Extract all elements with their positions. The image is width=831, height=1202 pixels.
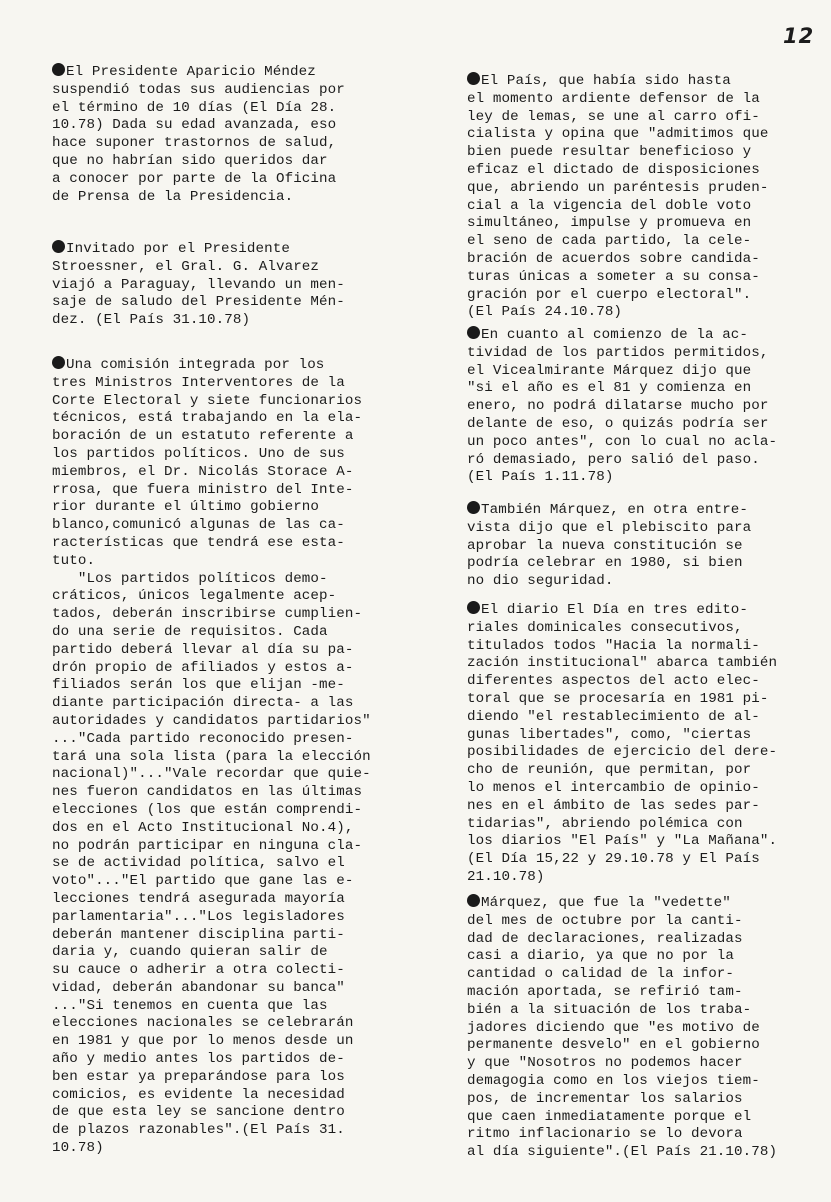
text-line xyxy=(467,198,769,216)
line-text: tuto. xyxy=(52,552,96,569)
text-line xyxy=(467,931,777,949)
text-line xyxy=(52,749,371,767)
bullet-icon xyxy=(467,601,480,614)
line-text: ró demasiado, pero salió del paso. xyxy=(467,451,760,468)
line-text: parlamentaria"..."Los legisladores xyxy=(52,908,345,925)
news-item xyxy=(52,240,345,330)
bullet-icon xyxy=(467,894,480,907)
text-line xyxy=(467,620,777,638)
line-text: cialista y opina que "admitimos que xyxy=(467,126,769,143)
line-text: que no habrían sido queridos dar xyxy=(52,152,328,169)
text-line xyxy=(52,677,371,695)
text-line xyxy=(467,380,777,398)
text-line xyxy=(52,259,345,277)
line-text: jadores diciendo que "es motivo de xyxy=(467,1019,760,1036)
line-text: no dio seguridad. xyxy=(467,573,614,590)
line-text: deberán mantener disciplina parti- xyxy=(52,926,345,943)
line-text: permanente desvelo" en el gobierno xyxy=(467,1037,760,1054)
text-line xyxy=(52,731,371,749)
text-line xyxy=(467,601,777,620)
text-line xyxy=(52,802,371,820)
text-line xyxy=(52,1015,371,1033)
line-text: partido deberá llevar al día su pa- xyxy=(52,641,354,658)
text-line xyxy=(52,891,371,909)
text-line xyxy=(467,126,769,144)
text-line xyxy=(467,398,777,416)
line-text: vista dijo que el plebiscito para xyxy=(467,519,752,536)
news-item xyxy=(467,894,777,1162)
text-line xyxy=(467,833,777,851)
text-line xyxy=(52,624,371,642)
text-line xyxy=(467,744,777,762)
text-line xyxy=(52,944,371,962)
text-line xyxy=(467,416,777,434)
text-line xyxy=(52,642,371,660)
text-line xyxy=(467,1002,777,1020)
text-line xyxy=(467,555,751,573)
line-text: zación institucional" abarca también xyxy=(467,655,778,672)
text-line xyxy=(467,1055,777,1073)
line-text: gración por el cuerpo electoral". xyxy=(467,286,752,303)
text-line xyxy=(52,375,371,393)
line-text: viajó a Paraguay, llevando un men- xyxy=(52,276,345,293)
text-line xyxy=(467,869,777,887)
text-line xyxy=(467,762,777,780)
text-line xyxy=(467,1126,777,1144)
text-line xyxy=(52,998,371,1016)
line-text: (El Día 15,22 y 29.10.78 y El País xyxy=(467,851,760,868)
text-line xyxy=(467,72,769,91)
bullet-icon xyxy=(52,356,65,369)
text-line xyxy=(52,535,371,553)
line-text: y que "Nosotros no podemos hacer xyxy=(467,1055,743,1072)
line-text: los diarios "El País" y "La Mañana". xyxy=(467,833,778,850)
text-line xyxy=(52,588,371,606)
line-text: un poco antes", con lo cual no acla- xyxy=(467,433,778,450)
text-line xyxy=(52,1122,371,1140)
line-text: el seno de cada partido, la cele- xyxy=(467,233,752,250)
line-text: diendo "el restablecimiento de al- xyxy=(467,708,760,725)
text-line xyxy=(52,464,371,482)
line-text: toral que se procesaría en 1981 pi- xyxy=(467,690,769,707)
line-text: ben estar ya preparándose para los xyxy=(52,1068,345,1085)
line-text: podría celebrar en 1980, si bien xyxy=(467,555,743,572)
line-text: los partidos políticos. Uno de sus xyxy=(52,445,345,462)
line-text: bién a la situación de los traba- xyxy=(467,1001,752,1018)
text-line xyxy=(52,1104,371,1122)
line-text: autoridades y candidatos partidarios" xyxy=(52,712,371,729)
line-text: miembros, el Dr. Nicolás Storace A- xyxy=(52,463,354,480)
line-text: el Vicealmirante Márquez dijo que xyxy=(467,362,752,379)
line-text: bración de acuerdos sobre candida- xyxy=(467,250,760,267)
line-text: daria y, cuando quieran salir de xyxy=(52,944,328,961)
text-line xyxy=(52,873,371,891)
text-line xyxy=(52,1087,371,1105)
line-text: se de actividad política, salvo el xyxy=(52,855,345,872)
line-text: boración de un estatuto referente a xyxy=(52,428,354,445)
text-line xyxy=(52,410,371,428)
line-text: Invitado por el Presidente xyxy=(66,241,290,257)
line-text: de que esta ley se sancione dentro xyxy=(52,1104,345,1121)
text-line xyxy=(52,153,345,171)
text-line xyxy=(467,966,777,984)
text-line xyxy=(467,452,777,470)
line-text: En cuanto al comienzo de la ac- xyxy=(481,327,749,343)
line-text: El País, que había sido hasta xyxy=(481,73,731,89)
line-text: elecciones nacionales se celebrarán xyxy=(52,1015,354,1032)
text-line xyxy=(467,251,769,269)
text-line xyxy=(467,520,751,538)
line-text: que, abriendo un paréntesis pruden- xyxy=(467,179,769,196)
text-line xyxy=(467,638,777,656)
text-line xyxy=(52,100,345,118)
text-line xyxy=(52,553,371,571)
line-text: tres Ministros Interventores de la xyxy=(52,374,345,391)
line-text: demagogia como en los viejos tiem- xyxy=(467,1072,760,1089)
text-line xyxy=(52,117,345,135)
line-text: cho de reunión, que permitan, por xyxy=(467,762,752,779)
text-line xyxy=(467,538,751,556)
line-text: cial a la vigencia del doble voto xyxy=(467,197,752,214)
text-line xyxy=(467,434,777,452)
line-text: a conocer por parte de la Oficina xyxy=(52,170,337,187)
text-line xyxy=(52,393,371,411)
line-text: rior durante el último gobierno xyxy=(52,499,320,516)
text-line xyxy=(52,63,345,82)
text-line xyxy=(467,948,777,966)
text-line xyxy=(52,980,371,998)
line-text: ritmo inflacionario se lo devora xyxy=(467,1126,743,1143)
text-line xyxy=(52,294,345,312)
text-line xyxy=(52,240,345,259)
text-line xyxy=(52,766,371,784)
text-line xyxy=(467,1037,777,1055)
text-line xyxy=(52,312,345,330)
line-text: de plazos razonables".(El País 31. xyxy=(52,1122,345,1139)
line-text: ..."Cada partido reconocido presen- xyxy=(52,730,354,747)
line-text: dad de declaraciones, realizadas xyxy=(467,930,743,947)
line-text: cantidad o calidad de la infor- xyxy=(467,966,735,983)
line-text: en 1981 y que por lo menos desde un xyxy=(52,1033,354,1050)
line-text: elecciones (los que están comprendi- xyxy=(52,801,363,818)
text-line xyxy=(467,345,777,363)
text-line xyxy=(52,820,371,838)
text-line xyxy=(52,784,371,802)
text-line xyxy=(467,304,769,322)
line-text: no podrán participar en ninguna cla- xyxy=(52,837,363,854)
line-text: simultáneo, impulse y promueva en xyxy=(467,215,752,232)
line-text: Una comisión integrada por los xyxy=(66,357,325,373)
text-line xyxy=(52,171,345,189)
line-text: El diario El Día en tres edito- xyxy=(481,602,749,618)
line-text: titulados todos "Hacia la normali- xyxy=(467,637,760,654)
bullet-icon xyxy=(52,240,65,253)
line-text: blanco,comunicó algunas de las ca- xyxy=(52,517,345,534)
line-text: do una serie de requisitos. Cada xyxy=(52,623,328,640)
line-text: "Los partidos políticos demo- xyxy=(52,570,328,587)
text-line xyxy=(52,82,345,100)
news-item xyxy=(467,601,777,887)
line-text: tividad de los partidos permitidos, xyxy=(467,344,769,361)
line-text: comicios, es evidente la necesidad xyxy=(52,1086,345,1103)
news-item xyxy=(52,63,345,206)
line-text: rrosa, que fuera ministro del Inte- xyxy=(52,481,354,498)
text-line xyxy=(52,1069,371,1087)
text-line xyxy=(52,189,345,207)
text-line xyxy=(52,499,371,517)
line-text: "si el año es el 81 y comienza en xyxy=(467,380,752,397)
text-line xyxy=(467,709,777,727)
text-line xyxy=(52,571,371,589)
text-line xyxy=(467,144,769,162)
news-item xyxy=(52,356,371,1158)
line-text: enero, no podrá dilatarse mucho por xyxy=(467,398,769,415)
text-line xyxy=(467,233,769,251)
text-line xyxy=(467,894,777,913)
text-line xyxy=(467,363,777,381)
line-text: técnicos, está trabajando en la ela- xyxy=(52,410,363,427)
line-text: nes fueron candidatos en las últimas xyxy=(52,784,363,801)
line-text: 10.78) xyxy=(52,1140,104,1157)
line-text: Corte Electoral y siete funcionarios xyxy=(52,392,363,409)
line-text: 21.10.78) xyxy=(467,868,545,885)
line-text: nacional)"..."Vale recordar que quie- xyxy=(52,766,371,783)
news-item xyxy=(467,72,769,322)
line-text: drón propio de afiliados y estos a- xyxy=(52,659,354,676)
text-line xyxy=(52,909,371,927)
text-line xyxy=(467,109,769,127)
text-line xyxy=(52,1051,371,1069)
text-line xyxy=(467,269,769,287)
text-line xyxy=(52,446,371,464)
line-text: posibilidades de ejercicio del dere- xyxy=(467,744,778,761)
news-item xyxy=(467,326,777,487)
line-text: voto"..."El partido que gane las e- xyxy=(52,873,354,890)
line-text: pos, de incrementar los salarios xyxy=(467,1090,743,1107)
text-line xyxy=(467,727,777,745)
text-line xyxy=(467,851,777,869)
text-line xyxy=(52,606,371,624)
line-text: racterísticas que tendrá ese esta- xyxy=(52,534,345,551)
text-line xyxy=(467,780,777,798)
line-text: saje de saludo del Presidente Mén- xyxy=(52,294,345,311)
line-text: filiados serán los que elijan -me- xyxy=(52,677,345,694)
text-line xyxy=(467,573,751,591)
text-line xyxy=(467,162,769,180)
text-line xyxy=(467,91,769,109)
line-text: suspendió todas sus audiencias por xyxy=(52,81,345,98)
text-line xyxy=(52,517,371,535)
line-text: También Márquez, en otra entre- xyxy=(481,502,749,518)
text-line xyxy=(467,691,777,709)
line-text: (El País 1.11.78) xyxy=(467,469,614,486)
line-text: Stroessner, el Gral. G. Alvarez xyxy=(52,258,320,275)
bullet-icon xyxy=(52,63,65,76)
line-text: casi a diario, ya que no por la xyxy=(467,948,735,965)
line-text: lo menos el intercambio de opinio- xyxy=(467,779,760,796)
line-text: turas únicas a someter a su consa- xyxy=(467,268,760,285)
line-text: su cauce o adherir a otra colecti- xyxy=(52,962,345,979)
text-line xyxy=(467,180,769,198)
text-line xyxy=(52,962,371,980)
line-text: bien puede resultar beneficioso y xyxy=(467,144,752,161)
line-text: tidarias", abriendo polémica con xyxy=(467,815,743,832)
text-line xyxy=(52,1033,371,1051)
line-text: mación aportada, se refirió tam- xyxy=(467,983,743,1000)
line-text: delante de eso, o quizás podría ser xyxy=(467,415,769,432)
text-line xyxy=(467,1020,777,1038)
text-line xyxy=(467,655,777,673)
text-line xyxy=(52,482,371,500)
text-line xyxy=(467,1109,777,1127)
news-item xyxy=(467,501,751,591)
line-text: de Prensa de la Presidencia. xyxy=(52,188,294,205)
text-line xyxy=(52,695,371,713)
text-line xyxy=(467,326,777,345)
text-line xyxy=(52,1140,371,1158)
line-text: cráticos, únicos legalmente acep- xyxy=(52,588,337,605)
line-text: ley de lemas, se une al carro ofi- xyxy=(467,108,760,125)
text-line xyxy=(52,927,371,945)
text-line xyxy=(467,1144,777,1162)
text-line xyxy=(52,277,345,295)
line-text: el término de 10 días (El Día 28. xyxy=(52,99,337,116)
line-text: El Presidente Aparicio Méndez xyxy=(66,64,316,80)
text-line xyxy=(467,1091,777,1109)
bullet-icon xyxy=(467,501,480,514)
text-line xyxy=(467,673,777,691)
line-text: diferentes aspectos del acto elec- xyxy=(467,673,760,690)
line-text: riales dominicales consecutivos, xyxy=(467,619,743,636)
line-text: ..."Si tenemos en cuenta que las xyxy=(52,997,328,1014)
text-line xyxy=(467,913,777,931)
text-line xyxy=(52,855,371,873)
text-line xyxy=(467,215,769,233)
text-line xyxy=(467,1073,777,1091)
bullet-icon xyxy=(467,326,480,339)
line-text: tados, deberán inscribirse cumplien- xyxy=(52,606,363,623)
line-text: (El País 24.10.78) xyxy=(467,304,623,321)
line-text: Márquez, que fue la "vedette" xyxy=(481,895,731,911)
line-text: del mes de octubre por la canti- xyxy=(467,912,743,929)
text-line xyxy=(467,798,777,816)
text-line xyxy=(467,287,769,305)
line-text: eficaz el dictado de disposiciones xyxy=(467,161,760,178)
text-line xyxy=(52,135,345,153)
line-text: gunas libertades", como, "ciertas xyxy=(467,726,752,743)
line-text: hace suponer trastornos de salud, xyxy=(52,135,337,152)
text-line xyxy=(467,469,777,487)
text-line xyxy=(52,356,371,375)
text-line xyxy=(52,660,371,678)
line-text: dos en el Acto Institucional No.4), xyxy=(52,819,354,836)
line-text: nes en el ámbito de las sedes par- xyxy=(467,797,760,814)
line-text: año y medio antes los partidos de- xyxy=(52,1051,345,1068)
text-line xyxy=(52,713,371,731)
page-number: 12 xyxy=(783,24,815,48)
text-line xyxy=(52,838,371,856)
line-text: el momento ardiente defensor de la xyxy=(467,90,760,107)
text-line xyxy=(467,501,751,520)
text-line xyxy=(467,984,777,1002)
line-text: al día siguiente".(El País 21.10.78) xyxy=(467,1144,778,1161)
text-line xyxy=(467,816,777,834)
line-text: diante participación directa- a las xyxy=(52,695,354,712)
line-text: dez. (El País 31.10.78) xyxy=(52,312,251,329)
bullet-icon xyxy=(467,72,480,85)
line-text: 10.78) Dada su edad avanzada, eso xyxy=(52,117,337,134)
line-text: vidad, deberán abandonar su banca" xyxy=(52,979,345,996)
text-line xyxy=(52,428,371,446)
line-text: lecciones tendrá asegurada mayoría xyxy=(52,890,345,907)
line-text: que caen inmediatamente porque el xyxy=(467,1108,752,1125)
line-text: aprobar la nueva constitución se xyxy=(467,537,743,554)
line-text: tará una sola lista (para la elección xyxy=(52,748,371,765)
